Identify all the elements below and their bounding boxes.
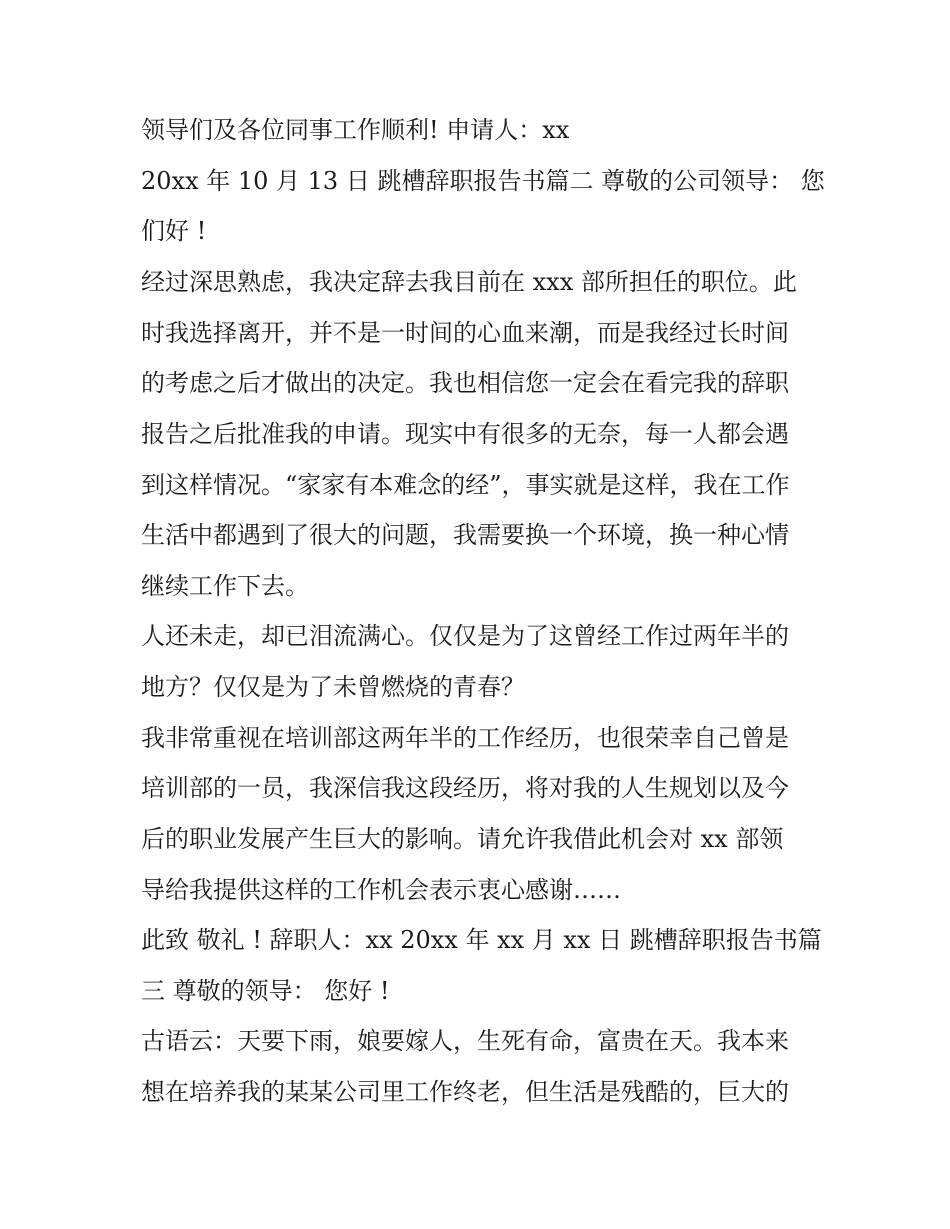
text-line: 们好 !	[141, 217, 207, 245]
text-line: 后的职业发展产生巨大的影响。请允许我借此机会对 xx 部领	[141, 825, 784, 853]
text-line: 地方？仅仅是为了未曾燃烧的青春？	[141, 673, 525, 701]
text-line: 继续工作下去。	[141, 572, 309, 600]
text-line: 生活中都遇到了很大的问题，我需要换一个环境，换一种心情	[141, 521, 789, 549]
text-line: 时我选择离开，并不是一时间的心血来潮，而是我经过长时间	[141, 319, 789, 347]
text-line: 到这样情况。“家家有本难念的经”，事实就是这样，我在工作	[141, 471, 790, 499]
text-line: 20xx 年 10 月 13 日 跳槽辞职报告书篇二 尊敬的公司领导： 您	[141, 167, 825, 195]
text-line: 导给我提供这样的工作机会表示衷心感谢……	[141, 876, 621, 904]
text-line: 人还未走，却已泪流满心。仅仅是为了这曾经工作过两年半的	[141, 622, 789, 650]
text-line: 经过深思熟虑，我决定辞去我目前在 xxx 部所担任的职位。此	[141, 268, 797, 296]
text-line: 报告之后批准我的申请。现实中有很多的无奈，每一人都会遇	[141, 420, 789, 448]
text-line: 古语云：天要下雨，娘要嫁人，生死有命，富贵在天。我本来	[141, 1027, 789, 1055]
text-line: 想在培养我的某某公司里工作终老，但生活是残酷的，巨大的	[141, 1078, 789, 1106]
text-line: 我非常重视在培训部这两年半的工作经历，也很荣幸自己曾是	[141, 724, 789, 752]
text-line: 领导们及各位同事工作顺利! 申请人：xx	[141, 116, 570, 144]
text-line: 三 尊敬的领导： 您好 !	[141, 977, 390, 1005]
text-line: 的考虑之后才做出的决定。我也相信您一定会在看完我的辞职	[141, 369, 789, 397]
text-line: 此致 敬礼 ! 辞职人：xx 20xx 年 xx 月 xx 日 跳槽辞职报告书篇	[141, 926, 822, 954]
text-line: 培训部的一员，我深信我这段经历，将对我的人生规划以及今	[141, 774, 789, 802]
